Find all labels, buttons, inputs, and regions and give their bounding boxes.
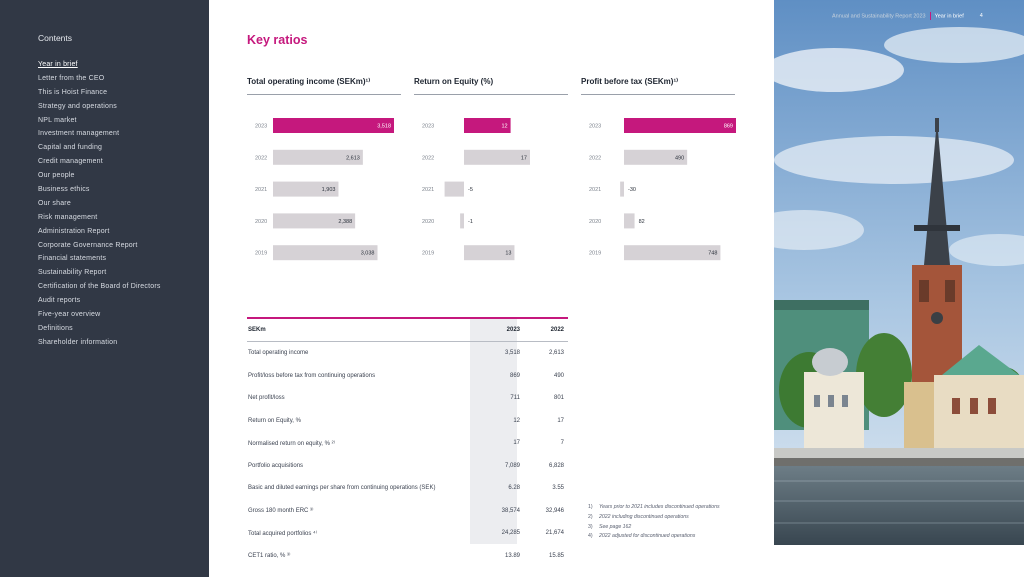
row-label: Total operating income: [248, 350, 309, 357]
row-value-2022: 17: [557, 417, 564, 424]
contents-heading: Contents: [38, 33, 73, 43]
chart-title-operating-income: Total operating income (SEKm)¹⁾: [247, 77, 371, 86]
row-value-2023: 38,574: [501, 507, 520, 514]
header-section: Year in brief: [934, 13, 964, 20]
year-tick-label: 2022: [255, 155, 268, 162]
table-row: [247, 477, 568, 500]
bar: [273, 118, 394, 133]
main-content: [209, 0, 774, 577]
footnote-text: 2022 adjusted for discontinued operations: [599, 533, 696, 540]
row-value-2023: 3,518: [504, 350, 520, 357]
riddarholmen-church-illustration: [774, 0, 1024, 545]
footnote-text: Years prior to 2021 includes discontinued operations: [599, 504, 720, 510]
nav-item-this-is-hoist-finance[interactable]: This is Hoist Finance: [38, 88, 108, 96]
contents-nav: [38, 58, 161, 350]
nav-item-sustainability-report[interactable]: Sustainability Report: [38, 269, 107, 277]
nav-item-capital-and-funding[interactable]: Capital and funding: [38, 144, 103, 152]
row-value-2023: 12: [513, 417, 520, 424]
nav-item-audit-reports[interactable]: Audit reports: [38, 297, 81, 305]
nav-item-five-year-overview[interactable]: Five-year overview: [38, 311, 101, 319]
bar-value-label: 82: [638, 218, 645, 225]
header-separator: [930, 12, 931, 20]
year-tick-label: 2021: [422, 187, 435, 194]
row-value-2022: 7: [560, 440, 564, 447]
footnote-number: 4): [588, 533, 593, 540]
year-tick-label: 2020: [255, 218, 268, 225]
row-label: Net profit/loss: [248, 395, 285, 402]
page-number: 4: [979, 13, 983, 20]
nav-item-administration-report[interactable]: Administration Report: [38, 227, 110, 235]
page-title: Key ratios: [247, 33, 308, 47]
report-title: Annual and Sustainability Report 2023: [832, 13, 926, 20]
row-value-2023: 13.89: [504, 552, 520, 559]
footnote-text: 2022 including discontinued operations: [599, 513, 689, 520]
row-value-2023: 7,089: [504, 462, 520, 469]
row-value-2022: 15.85: [548, 552, 564, 559]
bar-value-label: 17: [520, 155, 527, 162]
bar-value-label: 2,388: [338, 218, 353, 225]
row-label: CET1 ratio, % ³⁾: [248, 553, 291, 560]
table-row: [247, 522, 568, 545]
row-value-2022: 3.55: [552, 485, 564, 492]
row-value-2022: 2,613: [548, 350, 564, 357]
chart-return-on-equity: [414, 110, 574, 270]
row-value-2023: 869: [509, 372, 520, 379]
footnote-number: 3): [588, 523, 593, 530]
table-row: [247, 410, 568, 433]
bar: [624, 245, 720, 260]
stockholm-photo: [774, 0, 1024, 545]
row-label: Portfolio acquisitions: [248, 462, 304, 469]
footnote-item: [588, 513, 720, 523]
nav-item-corporate-governance-report[interactable]: Corporate Governance Report: [38, 241, 138, 249]
chart-profit-before-tax: [581, 110, 741, 270]
table-row: [247, 365, 568, 388]
bar: [460, 213, 464, 228]
nav-item-strategy-and-operations[interactable]: Strategy and operations: [38, 102, 117, 110]
year-tick-label: 2023: [255, 123, 268, 130]
bar: [445, 182, 464, 197]
footnotes: [588, 503, 720, 542]
table-row: [247, 545, 568, 568]
row-label: Normalised return on equity, % ²⁾: [248, 440, 336, 447]
bar-value-label: -5: [468, 187, 473, 194]
year-tick-label: 2022: [422, 155, 435, 162]
bar-value-label: 490: [674, 155, 685, 162]
footnote-number: 2): [588, 513, 593, 520]
bar-value-label: 748: [708, 250, 718, 257]
page-header: [832, 12, 983, 20]
bar-value-label: 869: [723, 123, 733, 130]
row-value-2023: 711: [510, 395, 520, 402]
row-value-2022: 801: [553, 395, 564, 402]
key-ratios-table: [247, 319, 568, 567]
year-tick-label: 2022: [589, 155, 602, 162]
table-row: [247, 432, 568, 455]
table-row: [247, 455, 568, 478]
year-tick-label: 2020: [422, 218, 435, 225]
row-label: Basic and diluted earnings per share from continuing operations (SEK): [248, 485, 436, 492]
footnote-item: [588, 503, 720, 513]
bar-value-label: 13: [505, 250, 512, 257]
year-tick-label: 2019: [255, 250, 268, 257]
contents-sidebar: [0, 0, 209, 577]
bar-value-label: 3,038: [360, 250, 375, 257]
bar-value-label: 1,903: [321, 187, 336, 194]
footnote-item: [588, 523, 720, 533]
table-header-label: SEKm: [248, 327, 266, 333]
chart-title-profit-before-tax: Profit before tax (SEKm)¹⁾: [581, 77, 679, 86]
row-value-2022: 32,946: [545, 507, 564, 514]
bar-value-label: -30: [628, 187, 636, 194]
year-tick-label: 2019: [422, 250, 435, 257]
bar: [624, 213, 635, 228]
footnote-number: 1): [588, 504, 593, 510]
row-label: Profit/loss before tax from continuing operations: [248, 372, 376, 379]
table-row: [247, 387, 568, 410]
year-tick-label: 2019: [589, 250, 602, 257]
nav-item-definitions[interactable]: Definitions: [38, 324, 73, 332]
table-header-2023: 2023: [506, 327, 520, 333]
nav-item-investment-management[interactable]: Investment management: [38, 130, 120, 138]
chart-rule-operating-income: [247, 94, 401, 95]
row-value-2022: 6,828: [548, 462, 564, 469]
chart-title-return-on-equity: Return on Equity (%): [414, 77, 494, 86]
year-tick-label: 2020: [589, 218, 602, 225]
year-tick-label: 2023: [589, 123, 602, 130]
row-label: Gross 180 month ERC ³⁾: [248, 508, 314, 515]
year-tick-label: 2021: [255, 187, 268, 194]
table-row: [247, 342, 568, 365]
nav-item-shareholder-information[interactable]: Shareholder information: [38, 338, 118, 346]
table-header-row: [247, 319, 568, 342]
nav-item-our-share[interactable]: Our share: [38, 199, 71, 207]
nav-item-npl-market[interactable]: NPL market: [38, 116, 77, 124]
nav-item-certification-board[interactable]: Certification of the Board of Directors: [38, 283, 161, 291]
row-value-2022: 21,674: [545, 530, 564, 537]
nav-item-credit-management[interactable]: Credit management: [38, 158, 103, 166]
year-tick-label: 2021: [589, 187, 602, 194]
footnote-text: See page 162: [599, 523, 632, 530]
chart-rule-return-on-equity: [414, 94, 568, 95]
chart-operating-income: [247, 110, 407, 270]
footnote-item: [588, 532, 720, 542]
bar-value-label: 12: [501, 123, 508, 130]
bar: [624, 118, 736, 133]
nav-item-letter-from-ceo[interactable]: Letter from the CEO: [38, 74, 105, 82]
chart-rule-profit-before-tax: [581, 94, 735, 95]
nav-item-business-ethics[interactable]: Business ethics: [38, 186, 90, 194]
row-label: Return on Equity, %: [248, 417, 301, 424]
bar-value-label: 3,518: [377, 123, 391, 130]
year-tick-label: 2023: [422, 123, 435, 130]
row-value-2022: 490: [553, 372, 564, 379]
table-header-2022: 2022: [550, 327, 564, 333]
nav-item-our-people[interactable]: Our people: [38, 172, 75, 180]
bar-value-label: 2,613: [346, 155, 360, 162]
nav-item-risk-management[interactable]: Risk management: [38, 213, 98, 221]
row-value-2023: 24,285: [501, 530, 520, 537]
nav-item-financial-statements[interactable]: Financial statements: [38, 255, 107, 263]
row-value-2023: 6.28: [508, 485, 520, 492]
nav-item-year-in-brief[interactable]: Year in brief: [38, 61, 78, 68]
row-label: Total acquired portfolios ⁴⁾: [248, 530, 318, 537]
bar-value-label: -1: [468, 218, 473, 225]
table-row: [247, 500, 568, 523]
bar: [620, 182, 624, 197]
row-value-2023: 17: [513, 440, 520, 447]
